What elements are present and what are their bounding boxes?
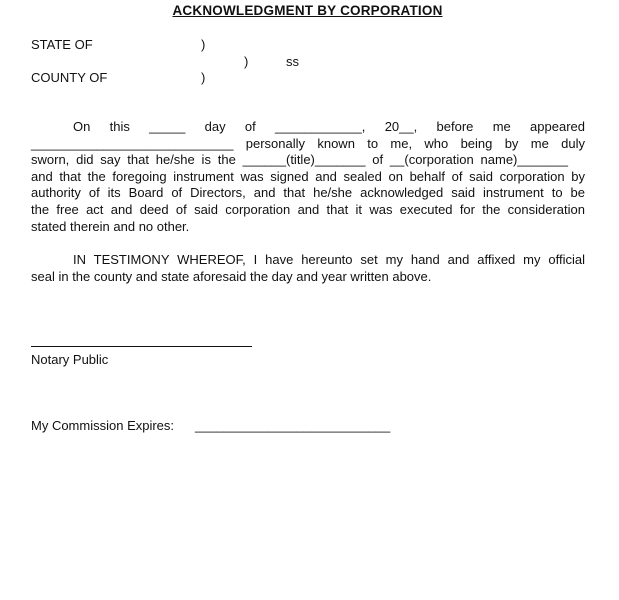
state-of-label: STATE OF xyxy=(31,37,93,52)
commission-expires-label: My Commission Expires: xyxy=(31,418,175,433)
signature-line[interactable] xyxy=(31,346,252,347)
commission-expires-blank[interactable]: ___________________________ xyxy=(195,418,391,433)
county-paren: ) xyxy=(201,70,206,85)
county-of-label: COUNTY OF xyxy=(31,70,108,85)
ss-label: ss xyxy=(286,54,299,69)
testimony-paragraph xyxy=(31,252,585,285)
state-paren: ) xyxy=(201,37,206,52)
paragraph-line: stated therein and no other. xyxy=(31,218,190,234)
paragraph-line: and that the foregoing instrument was signed and sealed on behalf of said corporation by xyxy=(31,168,585,184)
paragraph-line: ____________________________ personally known to me, who being by me duly xyxy=(31,135,585,151)
middle-paren: ) xyxy=(244,54,249,69)
acknowledgment-paragraph xyxy=(31,119,585,235)
paragraph-line: On this _____ day of ____________, 20__, before me appeared xyxy=(73,119,585,134)
paragraph-line: authority of its Board of Directors, and that he/she acknowledged said instrument to be xyxy=(31,185,585,201)
notary-public-label: Notary Public xyxy=(31,352,109,367)
paragraph-line: IN TESTIMONY WHEREOF, I have hereunto set my hand and affixed my official xyxy=(73,252,585,267)
paragraph-line: the free act and deed of said corporation and that it was executed for the consideration xyxy=(31,201,585,217)
paragraph-line: sworn, did say that he/she is the ______(title)_______ of __(corporation name)_______ xyxy=(31,152,568,168)
document-title: ACKNOWLEDGMENT BY CORPORATION xyxy=(172,3,443,18)
paragraph-line: seal in the county and state aforesaid the day and year written above. xyxy=(31,268,432,284)
